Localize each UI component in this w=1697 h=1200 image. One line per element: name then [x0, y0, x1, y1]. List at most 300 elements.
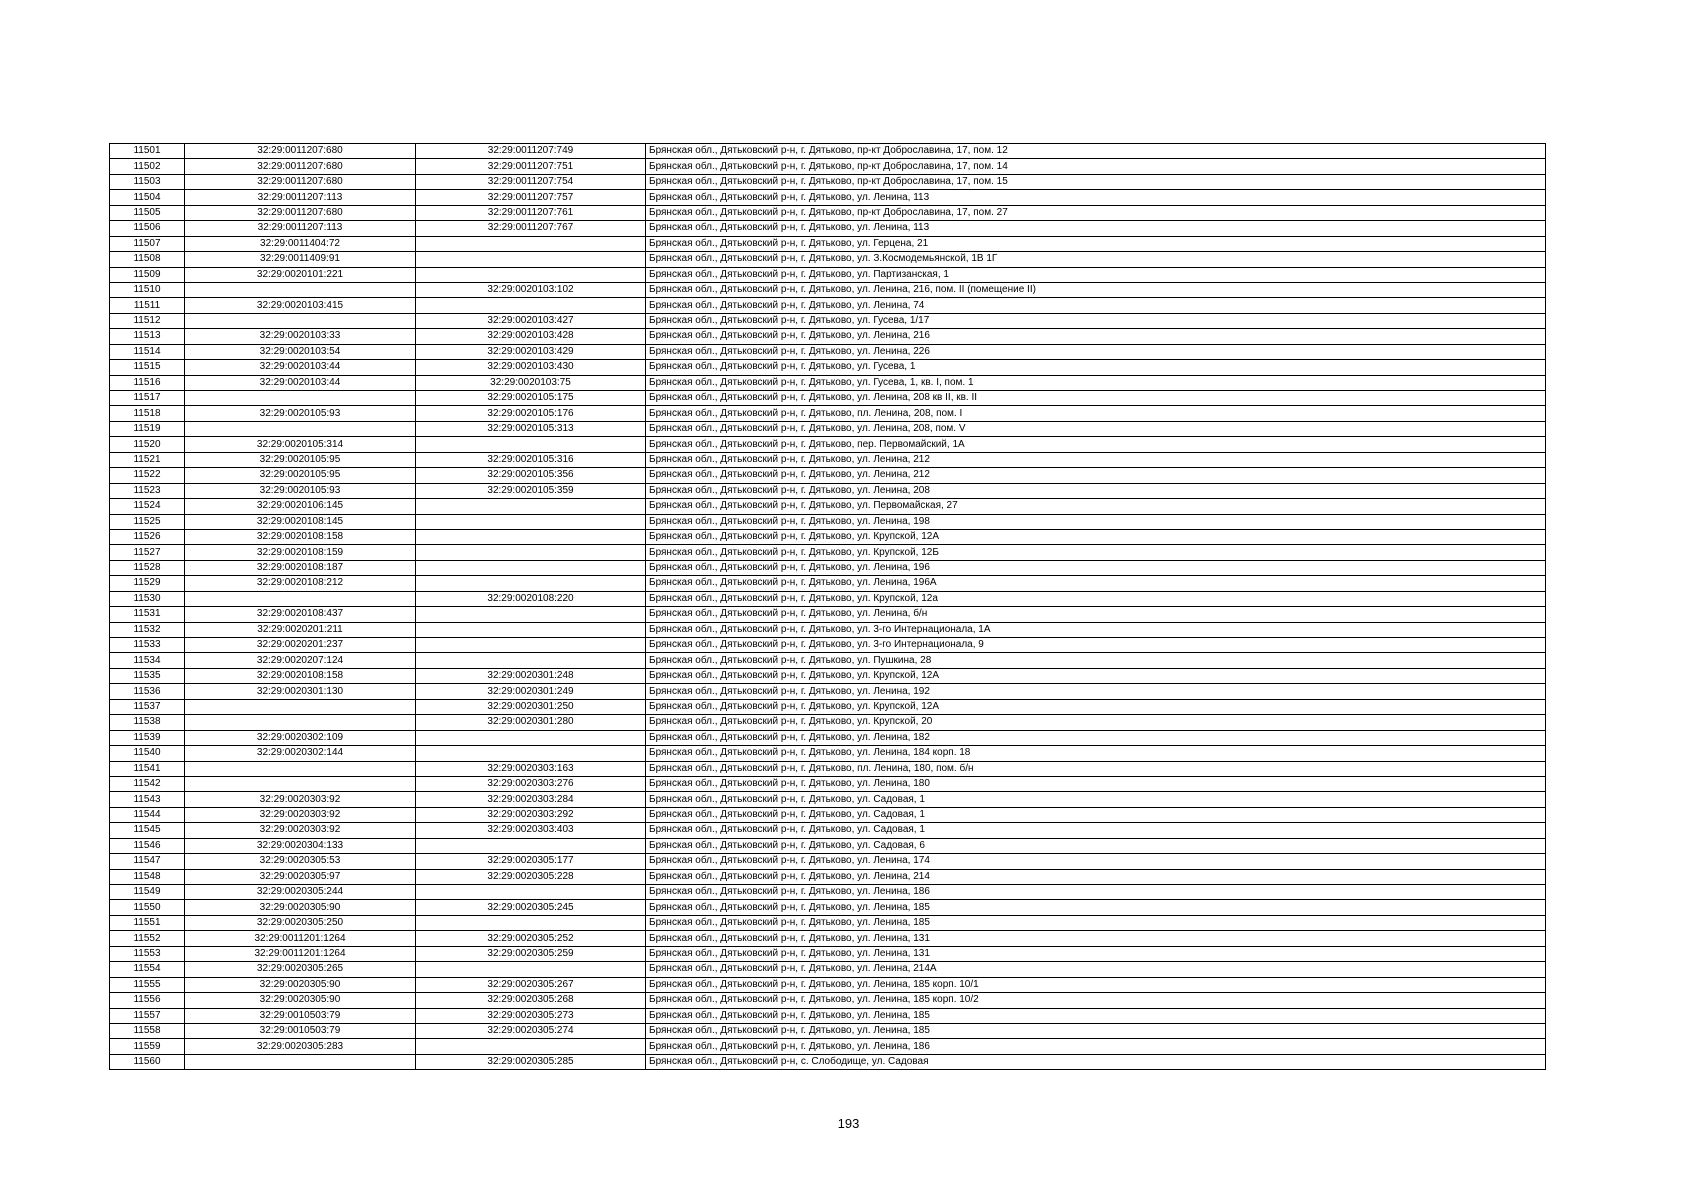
address-cell: Брянская обл., Дятьковский р-н, г. Дятьково, ул. Крупской, 12А [646, 529, 1546, 544]
cadastral-number-cell: 32:29:0020305:283 [185, 1039, 416, 1054]
row-number-cell: 11501 [110, 144, 185, 159]
cadastral-number-cell [185, 591, 416, 606]
object-cadastral-number-cell: 32:29:0020305:177 [416, 854, 646, 869]
cadastral-number-cell: 32:29:0020108:158 [185, 668, 416, 683]
row-number-cell: 11539 [110, 730, 185, 745]
table-row [110, 946, 1546, 961]
table-row [110, 514, 1546, 529]
row-number-cell: 11545 [110, 823, 185, 838]
object-cadastral-number-cell: 32:29:0020103:75 [416, 375, 646, 390]
address-cell: Брянская обл., Дятьковский р-н, г. Дятьково, ул. Ленина, 174 [646, 854, 1546, 869]
object-cadastral-number-cell [416, 252, 646, 267]
cadastral-number-cell [185, 761, 416, 776]
row-number-cell: 11524 [110, 499, 185, 514]
cadastral-number-cell: 32:29:0020105:95 [185, 452, 416, 467]
object-cadastral-number-cell [416, 730, 646, 745]
table-row [110, 807, 1546, 822]
address-cell: Брянская обл., Дятьковский р-н, г. Дятьково, ул. Ленина, 185 [646, 915, 1546, 930]
table-row [110, 545, 1546, 560]
row-number-cell: 11518 [110, 406, 185, 421]
table-row [110, 684, 1546, 699]
row-number-cell: 11543 [110, 792, 185, 807]
object-cadastral-number-cell: 32:29:0020305:228 [416, 869, 646, 884]
address-cell: Брянская обл., Дятьковский р-н, г. Дятьково, ул. Ленина, 212 [646, 452, 1546, 467]
address-cell: Брянская обл., Дятьковский р-н, г. Дятьково, ул. Ленина, 182 [646, 730, 1546, 745]
table-row [110, 174, 1546, 189]
object-cadastral-number-cell: 32:29:0011207:757 [416, 190, 646, 205]
cadastral-number-cell: 32:29:0020201:237 [185, 638, 416, 653]
address-cell: Брянская обл., Дятьковский р-н, с. Слободище, ул. Садовая [646, 1054, 1546, 1069]
cadastral-number-cell [185, 699, 416, 714]
cadastral-number-cell: 32:29:0011409:91 [185, 252, 416, 267]
object-cadastral-number-cell: 32:29:0020301:250 [416, 699, 646, 714]
object-cadastral-number-cell: 32:29:0011207:749 [416, 144, 646, 159]
address-cell: Брянская обл., Дятьковский р-н, г. Дятьково, ул. Ленина, 196А [646, 576, 1546, 591]
table-row [110, 267, 1546, 282]
object-cadastral-number-cell [416, 746, 646, 761]
object-cadastral-number-cell [416, 437, 646, 452]
cadastral-number-cell: 32:29:0010503:79 [185, 1023, 416, 1038]
row-number-cell: 11531 [110, 607, 185, 622]
address-cell: Брянская обл., Дятьковский р-н, г. Дятьково, ул. Садовая, 1 [646, 823, 1546, 838]
table-row [110, 221, 1546, 236]
object-cadastral-number-cell [416, 499, 646, 514]
row-number-cell: 11528 [110, 560, 185, 575]
address-cell: Брянская обл., Дятьковский р-н, г. Дятьково, ул. Садовая, 1 [646, 792, 1546, 807]
address-cell: Брянская обл., Дятьковский р-н, г. Дятьково, ул. Ленина, 208, пом. V [646, 421, 1546, 436]
cadastral-number-cell: 32:29:0020303:92 [185, 823, 416, 838]
row-number-cell: 11502 [110, 159, 185, 174]
row-number-cell: 11506 [110, 221, 185, 236]
address-cell: Брянская обл., Дятьковский р-н, г. Дятьково, ул. Ленина, 186 [646, 885, 1546, 900]
row-number-cell: 11514 [110, 344, 185, 359]
object-cadastral-number-cell: 32:29:0020105:356 [416, 468, 646, 483]
table-row [110, 622, 1546, 637]
object-cadastral-number-cell [416, 236, 646, 251]
table-row [110, 838, 1546, 853]
cadastral-number-cell: 32:29:0020105:93 [185, 483, 416, 498]
row-number-cell: 11527 [110, 545, 185, 560]
table-row [110, 962, 1546, 977]
row-number-cell: 11537 [110, 699, 185, 714]
cadastral-number-cell: 32:29:0020305:244 [185, 885, 416, 900]
cadastral-number-cell: 32:29:0020305:90 [185, 993, 416, 1008]
table-row [110, 746, 1546, 761]
address-cell: Брянская обл., Дятьковский р-н, г. Дятьково, ул. Ленина, 186 [646, 1039, 1546, 1054]
row-number-cell: 11523 [110, 483, 185, 498]
table-row [110, 421, 1546, 436]
object-cadastral-number-cell: 32:29:0011207:767 [416, 221, 646, 236]
object-cadastral-number-cell: 32:29:0011207:761 [416, 205, 646, 220]
registry-table [109, 143, 1546, 1070]
address-cell: Брянская обл., Дятьковский р-н, г. Дятьково, ул. Ленина, 185 [646, 1008, 1546, 1023]
cadastral-number-cell [185, 282, 416, 297]
address-cell: Брянская обл., Дятьковский р-н, г. Дятьково, ул. Ленина, 185 корп. 10/1 [646, 977, 1546, 992]
object-cadastral-number-cell [416, 962, 646, 977]
address-cell: Брянская обл., Дятьковский р-н, г. Дятьково, ул. Ленина, 185 [646, 900, 1546, 915]
cadastral-number-cell: 32:29:0020305:97 [185, 869, 416, 884]
row-number-cell: 11551 [110, 915, 185, 930]
row-number-cell: 11521 [110, 452, 185, 467]
row-number-cell: 11558 [110, 1023, 185, 1038]
table-row [110, 437, 1546, 452]
cadastral-number-cell [185, 313, 416, 328]
address-cell: Брянская обл., Дятьковский р-н, г. Дятьково, ул. Ленина, 198 [646, 514, 1546, 529]
address-cell: Брянская обл., Дятьковский р-н, г. Дятьково, ул. Крупской, 20 [646, 715, 1546, 730]
row-number-cell: 11526 [110, 529, 185, 544]
row-number-cell: 11512 [110, 313, 185, 328]
table-row [110, 823, 1546, 838]
table-row [110, 761, 1546, 776]
row-number-cell: 11559 [110, 1039, 185, 1054]
object-cadastral-number-cell [416, 1039, 646, 1054]
table-row [110, 1039, 1546, 1054]
table-row [110, 792, 1546, 807]
table-row [110, 391, 1546, 406]
row-number-cell: 11560 [110, 1054, 185, 1069]
object-cadastral-number-cell: 32:29:0020305:285 [416, 1054, 646, 1069]
table-row [110, 190, 1546, 205]
table-row [110, 344, 1546, 359]
row-number-cell: 11534 [110, 653, 185, 668]
cadastral-number-cell: 32:29:0020305:250 [185, 915, 416, 930]
object-cadastral-number-cell: 32:29:0020305:273 [416, 1008, 646, 1023]
object-cadastral-number-cell: 32:29:0020301:248 [416, 668, 646, 683]
table-row [110, 483, 1546, 498]
object-cadastral-number-cell [416, 653, 646, 668]
object-cadastral-number-cell: 32:29:0020103:102 [416, 282, 646, 297]
row-number-cell: 11546 [110, 838, 185, 853]
cadastral-number-cell: 32:29:0020108:145 [185, 514, 416, 529]
table-row [110, 313, 1546, 328]
object-cadastral-number-cell: 32:29:0020105:313 [416, 421, 646, 436]
object-cadastral-number-cell: 32:29:0011207:751 [416, 159, 646, 174]
table-row [110, 406, 1546, 421]
object-cadastral-number-cell [416, 545, 646, 560]
cadastral-number-cell: 32:29:0011207:680 [185, 205, 416, 220]
address-cell: Брянская обл., Дятьковский р-н, г. Дятьково, пер. Первомайский, 1А [646, 437, 1546, 452]
address-cell: Брянская обл., Дятьковский р-н, г. Дятьково, пр-кт Доброславина, 17, пом. 14 [646, 159, 1546, 174]
address-cell: Брянская обл., Дятьковский р-н, г. Дятьково, ул. Ленина, 74 [646, 298, 1546, 313]
cadastral-number-cell: 32:29:0020303:92 [185, 792, 416, 807]
table-row [110, 854, 1546, 869]
table-row [110, 252, 1546, 267]
address-cell: Брянская обл., Дятьковский р-н, г. Дятьково, ул. Ленина, 208 кв II, кв. II [646, 391, 1546, 406]
object-cadastral-number-cell: 32:29:0020303:163 [416, 761, 646, 776]
address-cell: Брянская обл., Дятьковский р-н, г. Дятьково, пл. Ленина, 180, пом. б/н [646, 761, 1546, 776]
cadastral-number-cell: 32:29:0020305:90 [185, 977, 416, 992]
cadastral-number-cell [185, 1054, 416, 1069]
table-row [110, 900, 1546, 915]
address-cell: Брянская обл., Дятьковский р-н, г. Дятьково, ул. Пушкина, 28 [646, 653, 1546, 668]
address-cell: Брянская обл., Дятьковский р-н, г. Дятьково, пл. Ленина, 208, пом. I [646, 406, 1546, 421]
address-cell: Брянская обл., Дятьковский р-н, г. Дятьково, ул. Партизанская, 1 [646, 267, 1546, 282]
row-number-cell: 11504 [110, 190, 185, 205]
object-cadastral-number-cell: 32:29:0020305:274 [416, 1023, 646, 1038]
object-cadastral-number-cell: 32:29:0020301:249 [416, 684, 646, 699]
table-row [110, 452, 1546, 467]
cadastral-number-cell: 32:29:0020103:415 [185, 298, 416, 313]
table-row [110, 205, 1546, 220]
object-cadastral-number-cell: 32:29:0020305:259 [416, 946, 646, 961]
address-cell: Брянская обл., Дятьковский р-н, г. Дятьково, ул. Ленина, 131 [646, 946, 1546, 961]
object-cadastral-number-cell: 32:29:0020305:267 [416, 977, 646, 992]
address-cell: Брянская обл., Дятьковский р-н, г. Дятьково, ул. 3-го Интернационала, 1А [646, 622, 1546, 637]
table-row [110, 668, 1546, 683]
page-number: 193 [837, 1116, 860, 1131]
table-row [110, 776, 1546, 791]
cadastral-number-cell [185, 391, 416, 406]
cadastral-number-cell: 32:29:0020103:44 [185, 375, 416, 390]
table-row [110, 885, 1546, 900]
object-cadastral-number-cell: 32:29:0020303:276 [416, 776, 646, 791]
row-number-cell: 11509 [110, 267, 185, 282]
table-row [110, 869, 1546, 884]
address-cell: Брянская обл., Дятьковский р-н, г. Дятьково, ул. Ленина, 184 корп. 18 [646, 746, 1546, 761]
address-cell: Брянская обл., Дятьковский р-н, г. Дятьково, ул. Ленина, 216 [646, 329, 1546, 344]
cadastral-number-cell: 32:29:0011201:1264 [185, 931, 416, 946]
object-cadastral-number-cell: 32:29:0020103:428 [416, 329, 646, 344]
row-number-cell: 11530 [110, 591, 185, 606]
address-cell: Брянская обл., Дятьковский р-н, г. Дятьково, ул. Гусева, 1 [646, 360, 1546, 375]
row-number-cell: 11510 [110, 282, 185, 297]
table-row [110, 468, 1546, 483]
address-cell: Брянская обл., Дятьковский р-н, г. Дятьково, ул. Садовая, 6 [646, 838, 1546, 853]
cadastral-number-cell: 32:29:0011207:113 [185, 190, 416, 205]
table-row [110, 607, 1546, 622]
object-cadastral-number-cell: 32:29:0020305:268 [416, 993, 646, 1008]
cadastral-number-cell [185, 421, 416, 436]
address-cell: Брянская обл., Дятьковский р-н, г. Дятьково, ул. Крупской, 12а [646, 591, 1546, 606]
object-cadastral-number-cell: 32:29:0020105:175 [416, 391, 646, 406]
address-cell: Брянская обл., Дятьковский р-н, г. Дятьково, пр-кт Доброславина, 17, пом. 27 [646, 205, 1546, 220]
object-cadastral-number-cell: 32:29:0020103:429 [416, 344, 646, 359]
address-cell: Брянская обл., Дятьковский р-н, г. Дятьково, ул. Ленина, 185 корп. 10/2 [646, 993, 1546, 1008]
address-cell: Брянская обл., Дятьковский р-н, г. Дятьково, ул. Крупской, 12А [646, 699, 1546, 714]
cadastral-number-cell: 32:29:0011207:680 [185, 144, 416, 159]
table-row [110, 653, 1546, 668]
row-number-cell: 11557 [110, 1008, 185, 1023]
row-number-cell: 11549 [110, 885, 185, 900]
cadastral-number-cell: 32:29:0011207:680 [185, 159, 416, 174]
address-cell: Брянская обл., Дятьковский р-н, г. Дятьково, ул. Гусева, 1, кв. I, пом. 1 [646, 375, 1546, 390]
address-cell: Брянская обл., Дятьковский р-н, г. Дятьково, ул. Первомайская, 27 [646, 499, 1546, 514]
row-number-cell: 11550 [110, 900, 185, 915]
table-row [110, 993, 1546, 1008]
row-number-cell: 11556 [110, 993, 185, 1008]
object-cadastral-number-cell: 32:29:0020303:284 [416, 792, 646, 807]
cadastral-number-cell: 32:29:0011207:113 [185, 221, 416, 236]
row-number-cell: 11542 [110, 776, 185, 791]
address-cell: Брянская обл., Дятьковский р-н, г. Дятьково, ул. 3-го Интернационала, 9 [646, 638, 1546, 653]
address-cell: Брянская обл., Дятьковский р-н, г. Дятьково, ул. Ленина, 180 [646, 776, 1546, 791]
row-number-cell: 11522 [110, 468, 185, 483]
cadastral-number-cell: 32:29:0020303:92 [185, 807, 416, 822]
object-cadastral-number-cell [416, 838, 646, 853]
cadastral-number-cell: 32:29:0020302:144 [185, 746, 416, 761]
row-number-cell: 11554 [110, 962, 185, 977]
cadastral-number-cell: 32:29:0020304:133 [185, 838, 416, 853]
address-cell: Брянская обл., Дятьковский р-н, г. Дятьково, ул. Ленина, 214А [646, 962, 1546, 977]
row-number-cell: 11553 [110, 946, 185, 961]
table-row [110, 144, 1546, 159]
address-cell: Брянская обл., Дятьковский р-н, г. Дятьково, ул. Ленина, 196 [646, 560, 1546, 575]
row-number-cell: 11503 [110, 174, 185, 189]
address-cell: Брянская обл., Дятьковский р-н, г. Дятьково, ул. Гусева, 1/17 [646, 313, 1546, 328]
table-row [110, 236, 1546, 251]
object-cadastral-number-cell: 32:29:0020105:176 [416, 406, 646, 421]
row-number-cell: 11525 [110, 514, 185, 529]
cadastral-number-cell: 32:29:0011201:1264 [185, 946, 416, 961]
address-cell: Брянская обл., Дятьковский р-н, г. Дятьково, пр-кт Доброславина, 17, пом. 12 [646, 144, 1546, 159]
table-row [110, 638, 1546, 653]
row-number-cell: 11507 [110, 236, 185, 251]
row-number-cell: 11515 [110, 360, 185, 375]
cadastral-number-cell: 32:29:0020108:437 [185, 607, 416, 622]
row-number-cell: 11555 [110, 977, 185, 992]
row-number-cell: 11540 [110, 746, 185, 761]
cadastral-number-cell: 32:29:0020305:53 [185, 854, 416, 869]
cadastral-number-cell: 32:29:0020108:159 [185, 545, 416, 560]
object-cadastral-number-cell: 32:29:0020305:252 [416, 931, 646, 946]
object-cadastral-number-cell: 32:29:0020105:316 [416, 452, 646, 467]
row-number-cell: 11533 [110, 638, 185, 653]
row-number-cell: 11508 [110, 252, 185, 267]
row-number-cell: 11511 [110, 298, 185, 313]
row-number-cell: 11541 [110, 761, 185, 776]
table-row [110, 329, 1546, 344]
cadastral-number-cell: 32:29:0020201:211 [185, 622, 416, 637]
row-number-cell: 11520 [110, 437, 185, 452]
address-cell: Брянская обл., Дятьковский р-н, г. Дятьково, ул. Крупской, 12Б [646, 545, 1546, 560]
row-number-cell: 11547 [110, 854, 185, 869]
address-cell: Брянская обл., Дятьковский р-н, г. Дятьково, ул. Ленина, 185 [646, 1023, 1546, 1038]
cadastral-number-cell: 32:29:0020103:33 [185, 329, 416, 344]
table-row [110, 915, 1546, 930]
address-cell: Брянская обл., Дятьковский р-н, г. Дятьково, ул. Садовая, 1 [646, 807, 1546, 822]
row-number-cell: 11544 [110, 807, 185, 822]
object-cadastral-number-cell: 32:29:0020303:403 [416, 823, 646, 838]
object-cadastral-number-cell: 32:29:0020108:220 [416, 591, 646, 606]
object-cadastral-number-cell [416, 514, 646, 529]
table-row [110, 360, 1546, 375]
address-cell: Брянская обл., Дятьковский р-н, г. Дятьково, ул. Герцена, 21 [646, 236, 1546, 251]
cadastral-number-cell: 32:29:0020105:95 [185, 468, 416, 483]
cadastral-number-cell: 32:29:0020101:221 [185, 267, 416, 282]
table-row [110, 560, 1546, 575]
cadastral-number-cell: 32:29:0020105:314 [185, 437, 416, 452]
object-cadastral-number-cell [416, 560, 646, 575]
address-cell: Брянская обл., Дятьковский р-н, г. Дятьково, ул. Ленина, 214 [646, 869, 1546, 884]
cadastral-number-cell [185, 776, 416, 791]
cadastral-number-cell: 32:29:0020305:265 [185, 962, 416, 977]
row-number-cell: 11516 [110, 375, 185, 390]
cadastral-number-cell: 32:29:0020103:54 [185, 344, 416, 359]
address-cell: Брянская обл., Дятьковский р-н, г. Дятьково, ул. Ленина, 113 [646, 221, 1546, 236]
table-row [110, 699, 1546, 714]
cadastral-number-cell: 32:29:0020103:44 [185, 360, 416, 375]
address-cell: Брянская обл., Дятьковский р-н, г. Дятьково, ул. Ленина, 212 [646, 468, 1546, 483]
object-cadastral-number-cell: 32:29:0020105:359 [416, 483, 646, 498]
object-cadastral-number-cell: 32:29:0020305:245 [416, 900, 646, 915]
cadastral-number-cell: 32:29:0011207:680 [185, 174, 416, 189]
address-cell: Брянская обл., Дятьковский р-н, г. Дятьково, ул. Ленина, 216, пом. II (помещение II) [646, 282, 1546, 297]
row-number-cell: 11513 [110, 329, 185, 344]
row-number-cell: 11519 [110, 421, 185, 436]
cadastral-number-cell: 32:29:0020105:93 [185, 406, 416, 421]
cadastral-number-cell: 32:29:0010503:79 [185, 1008, 416, 1023]
address-cell: Брянская обл., Дятьковский р-н, г. Дятьково, ул. Ленина, б/н [646, 607, 1546, 622]
table-row [110, 1023, 1546, 1038]
object-cadastral-number-cell: 32:29:0020103:427 [416, 313, 646, 328]
row-number-cell: 11548 [110, 869, 185, 884]
object-cadastral-number-cell [416, 529, 646, 544]
address-cell: Брянская обл., Дятьковский р-н, г. Дятьково, ул. З.Космодемьянской, 1В 1Г [646, 252, 1546, 267]
object-cadastral-number-cell [416, 885, 646, 900]
table-row [110, 529, 1546, 544]
cadastral-number-cell: 32:29:0020301:130 [185, 684, 416, 699]
object-cadastral-number-cell [416, 267, 646, 282]
object-cadastral-number-cell [416, 638, 646, 653]
object-cadastral-number-cell: 32:29:0011207:754 [416, 174, 646, 189]
registry-table-body [110, 144, 1546, 1070]
cadastral-number-cell: 32:29:0020106:145 [185, 499, 416, 514]
object-cadastral-number-cell [416, 298, 646, 313]
row-number-cell: 11517 [110, 391, 185, 406]
row-number-cell: 11536 [110, 684, 185, 699]
row-number-cell: 11505 [110, 205, 185, 220]
object-cadastral-number-cell [416, 622, 646, 637]
table-row [110, 977, 1546, 992]
row-number-cell: 11535 [110, 668, 185, 683]
cadastral-number-cell: 32:29:0020305:90 [185, 900, 416, 915]
address-cell: Брянская обл., Дятьковский р-н, г. Дятьково, ул. Ленина, 226 [646, 344, 1546, 359]
object-cadastral-number-cell: 32:29:0020303:292 [416, 807, 646, 822]
table-row [110, 730, 1546, 745]
address-cell: Брянская обл., Дятьковский р-н, г. Дятьково, ул. Ленина, 208 [646, 483, 1546, 498]
cadastral-number-cell: 32:29:0020207:124 [185, 653, 416, 668]
table-row [110, 375, 1546, 390]
table-row [110, 931, 1546, 946]
cadastral-number-cell: 32:29:0020108:158 [185, 529, 416, 544]
cadastral-number-cell: 32:29:0020108:212 [185, 576, 416, 591]
table-row [110, 1008, 1546, 1023]
table-row [110, 282, 1546, 297]
row-number-cell: 11552 [110, 931, 185, 946]
table-row [110, 159, 1546, 174]
table-row [110, 715, 1546, 730]
table-row [110, 576, 1546, 591]
table-row [110, 298, 1546, 313]
cadastral-number-cell [185, 715, 416, 730]
row-number-cell: 11532 [110, 622, 185, 637]
address-cell: Брянская обл., Дятьковский р-н, г. Дятьково, ул. Крупской, 12А [646, 668, 1546, 683]
cadastral-number-cell: 32:29:0020302:109 [185, 730, 416, 745]
table-row [110, 591, 1546, 606]
table-row [110, 1054, 1546, 1069]
row-number-cell: 11538 [110, 715, 185, 730]
address-cell: Брянская обл., Дятьковский р-н, г. Дятьково, ул. Ленина, 113 [646, 190, 1546, 205]
object-cadastral-number-cell [416, 576, 646, 591]
object-cadastral-number-cell: 32:29:0020301:280 [416, 715, 646, 730]
object-cadastral-number-cell: 32:29:0020103:430 [416, 360, 646, 375]
object-cadastral-number-cell [416, 915, 646, 930]
address-cell: Брянская обл., Дятьковский р-н, г. Дятьково, ул. Ленина, 131 [646, 931, 1546, 946]
address-cell: Брянская обл., Дятьковский р-н, г. Дятьково, пр-кт Доброславина, 17, пом. 15 [646, 174, 1546, 189]
cadastral-number-cell: 32:29:0011404:72 [185, 236, 416, 251]
cadastral-number-cell: 32:29:0020108:187 [185, 560, 416, 575]
address-cell: Брянская обл., Дятьковский р-н, г. Дятьково, ул. Ленина, 192 [646, 684, 1546, 699]
